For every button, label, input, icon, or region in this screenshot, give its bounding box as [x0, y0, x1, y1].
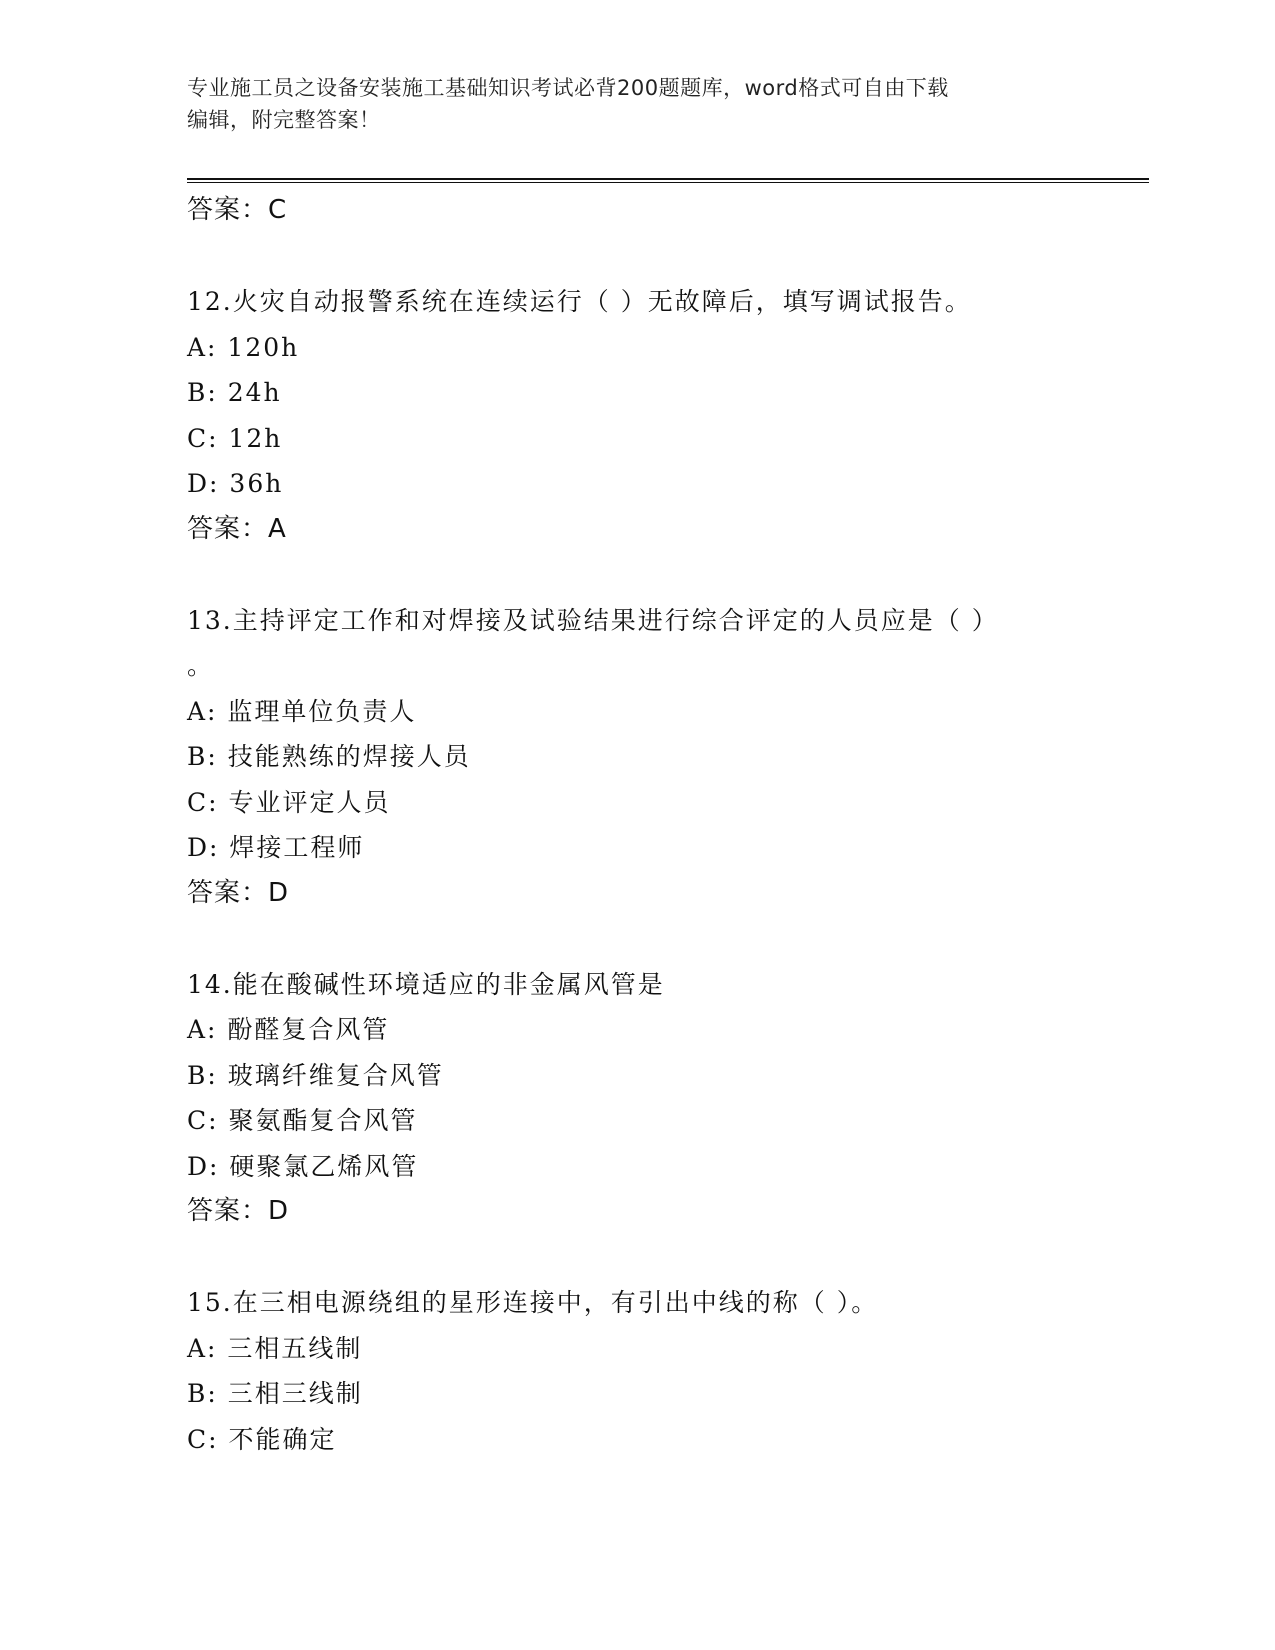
spacer [187, 916, 1149, 962]
spacer [187, 234, 1149, 280]
question-12 [187, 279, 1149, 552]
question-stem: 13.主持评定工作和对焊接及试验结果进行综合评定的人员应是（ ） [187, 605, 999, 635]
option-c: C: 聚氨酯复合风管 [187, 1106, 418, 1135]
header-divider [187, 178, 1149, 183]
option-d: D: 焊接工程师 [187, 833, 365, 862]
answer: 答案：D [187, 1196, 290, 1226]
question-stem: 12.火灾自动报警系统在连续运行（ ）无故障后，填写调试报告。 [187, 287, 972, 316]
option-b: B: 玻璃纤维复合风管 [187, 1060, 444, 1090]
spacer [187, 552, 1149, 598]
answer: 答案：A [187, 513, 287, 544]
option-c: C: 专业评定人员 [187, 787, 391, 817]
option-a: A: 120h [187, 332, 300, 362]
option-d: D: 硬聚氯乙烯风管 [187, 1151, 419, 1181]
document-header [187, 72, 1067, 136]
question-list [187, 188, 1149, 1462]
previous-answer: 答案：C [187, 195, 288, 225]
question-stem: 15.在三相电源绕组的星形连接中，有引出中线的称（ ）。 [187, 1288, 879, 1317]
header-title-line-1: 专业施工员之设备安装施工基础知识考试必背200题题库，word格式可自由下载 [187, 76, 949, 100]
option-b: B: 三相三线制 [187, 1379, 363, 1408]
spacer [187, 1235, 1149, 1281]
question-14 [187, 962, 1149, 1235]
answer: 答案：D [187, 877, 290, 908]
question-stem: 14.能在酸碱性环境适应的非金属风管是 [187, 969, 665, 999]
option-c: C: 12h [187, 423, 283, 453]
option-a: A: 三相五线制 [187, 1333, 363, 1363]
question-stem-continuation: 。 [187, 651, 213, 680]
option-b: B: 技能熟练的焊接人员 [187, 742, 471, 771]
option-a: A: 酚醛复合风管 [187, 1015, 390, 1044]
question-13 [187, 598, 1149, 917]
header-title-line-2: 编辑，附完整答案！ [187, 108, 381, 132]
option-a: A: 监理单位负责人 [187, 696, 417, 726]
question-15 [187, 1280, 1149, 1462]
option-d: D: 36h [187, 469, 284, 498]
option-c: C: 不能确定 [187, 1424, 337, 1454]
option-b: B: 24h [187, 378, 282, 407]
